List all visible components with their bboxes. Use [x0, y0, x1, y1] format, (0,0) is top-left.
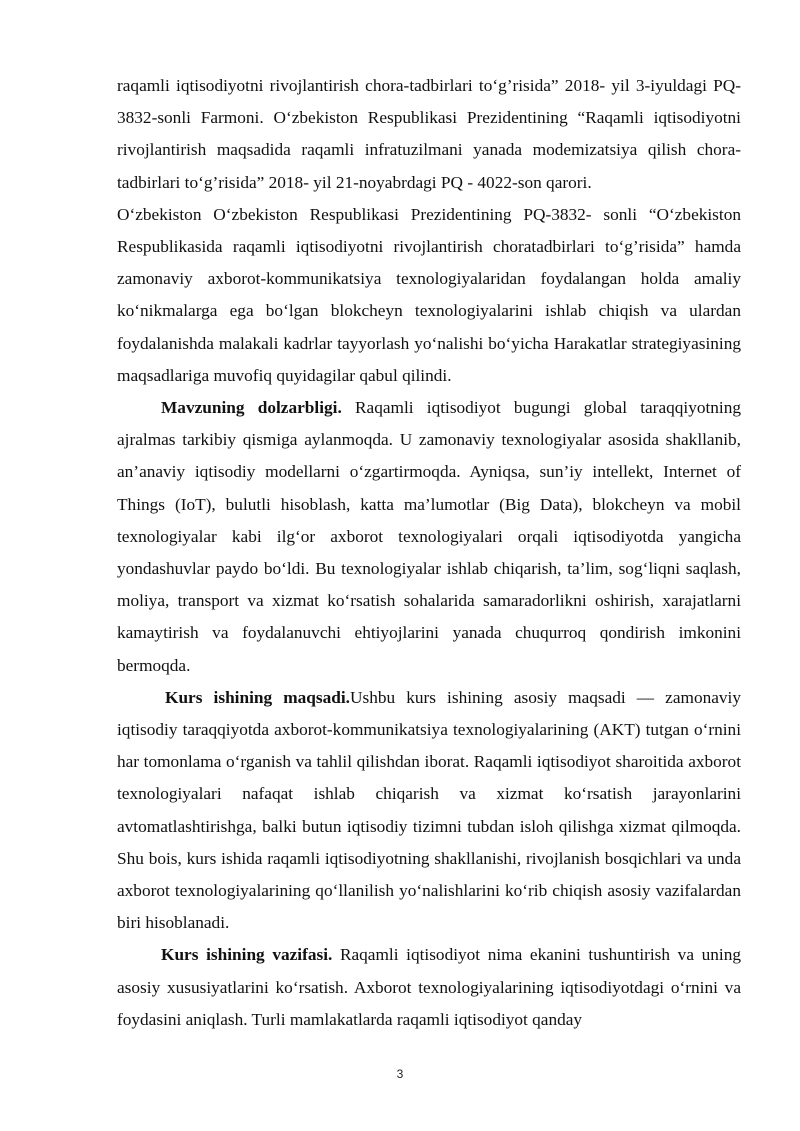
page-number: 3: [396, 1067, 404, 1081]
paragraph-relevance: [117, 392, 741, 682]
paragraph-text: raqamli iqtisodiyotni rivojlantirish chora-tadbirlari to‘g’risida” 2018- yil 3-iyuldagi PQ- 3832-sonli Farmoni. O‘zbekiston Respublikasi Prezidentining “Raqamli iqtisodiyotni rivojlantirish maqsadida raqamli infratuzilmani yanada modemizatsiya qilish chora-tadbirlari to‘g’risida” 2018- yil 21-noyabrdagi PQ - 4022-son qarori.: [117, 76, 741, 192]
paragraph-text: O‘zbekiston O‘zbekiston Respublikasi Prezidentining PQ-3832- sonli “O‘zbekiston Respublikasida raqamli iqtisodiyotni rivojlantirish choratadbirlari to‘g’risida” hamda zamonaviy axborot-kommunikatsiya texnologiyalaridan foydalangan holda amaliy ko‘nikmalarga ega bo‘lgan blokcheyn texnologiyalarini ishlab chiqish va ulardan foydalanishda malakali kadrlar tayyorlash yo‘nalishi bo‘yicha Harakatlar strategiyasining maqsadlariga muvofiq quyidagilar qabul qilindi.: [117, 204, 741, 385]
document-page: [117, 70, 741, 1036]
paragraph-tasks: [117, 939, 741, 1036]
paragraph-text: Raqamli iqtisodiyot bugungi global taraqqiyotning ajralmas tarkibiy qismiga aylanmoqda. U zamonaviy texnologiyalar asosida shakllanib, an’anaviy iqtisodiy modellarni o‘zgartirmoqda. Ayniqsa, sun’iy intellekt, Internet of Things (IoT), bulutli hisoblash, katta ma’lumotlar (Big Data), blokcheyn va mobil texnologiyalar kabi ilg‘or axborot texnologiyalari orqali iqtisodiyotda yangicha yondashuvlar paydo bo‘ldi. Bu texnologiyalar ishlab chiqarish, ta’lim, sog‘liqni saqlash, moliya, transport va xizmat ko‘rsatish sohalarida samaradorlikni oshirish, xarajatlarni kamaytirish va foydalanuvchi ehtiyojlarini yanada chuqurroq qondirish imkonini bermoqda.: [117, 398, 741, 675]
section-heading-goal: Kurs ishining maqsadi.: [165, 687, 350, 707]
section-heading-tasks: Kurs ishining vazifasi.: [161, 945, 333, 965]
section-heading-relevance: Mavzuning dolzarbligi.: [161, 398, 342, 418]
paragraph-decrees-adopted: [117, 199, 741, 392]
paragraph-goal: [117, 682, 741, 940]
paragraph-text: Ushbu kurs ishining asosiy maqsadi — zamonaviy iqtisodiy taraqqiyotda axborot-kommunikatsiya texnologiyalarining (AKT) tutgan o‘rnini har tomonlama o‘rganish va tahlil qilishdan iborat. Raqamli iqtisodiyot sharoitida axborot texnologiyalari nafaqat ishlab chiqarish va xizmat ko‘rsatish jarayonlarini avtomatlashtirishga, balki butun iqtisodiy tizimni tubdan isloh qilishga xizmat qilmoqda. Shu bois, kurs ishida raqamli iqtisodiyotning shakllanishi, rivojlanish bosqichlari va unda axborot texnologiyalarining qo‘llanilish yo‘nalishlarini ko‘rib chiqish asosiy vazifalardan biri hisoblanadi.: [117, 687, 741, 933]
paragraph-text: Raqamli iqtisodiyot nima ekanini tushuntirish va uning asosiy xususiyatlarini ko‘rsatish. Axborot texnologiyalarining iqtisodiyotdagi o‘rnini va foydasini aniqlash. Turli mamlakatlarda raqamli iqtisodiyot qanday: [117, 945, 742, 1029]
paragraph-decrees-intro: [117, 70, 741, 199]
